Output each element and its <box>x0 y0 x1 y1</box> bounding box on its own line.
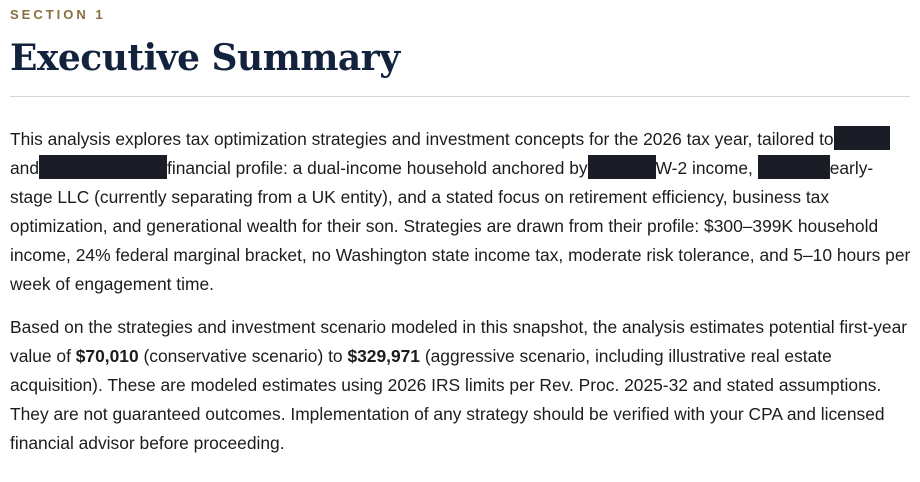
summary-paragraph-1 <box>10 125 912 299</box>
paragraph-text: (aggressive scenario, including illustrative real estate acquisition). These are modeled estimates using 2026 IRS limits per Rev. Proc. 2025-32 and stated assumptions. They are not guaranteed outcomes. Implementation of any strategy should be verified with your CPA and licensed financial advisor before proceeding. <box>10 346 885 453</box>
conservative-value: $70,010 <box>75 346 139 366</box>
paragraph-text: and <box>10 158 40 178</box>
redacted-name-2 <box>39 155 167 179</box>
section-label: SECTION 1 <box>10 7 106 22</box>
page-title: Executive Summary <box>10 37 400 79</box>
paragraph-text: early-stage LLC (currently separating from a UK entity), and a stated focus on retirement efficiency, business tax optimization, and generational wealth for their son. Strategies are drawn from their profile: $300–399K household income, 24% federal marginal bracket, no Washington state income tax, moderate risk tolerance, and 5–10 hours per week of engagement time. <box>10 158 911 294</box>
paragraph-text: W-2 income, <box>655 158 753 178</box>
title-divider <box>10 96 910 97</box>
paragraph-text: (conservative scenario) to <box>143 346 343 366</box>
paragraph-text: Based on the strategies and investment scenario modeled in this snapshot, the analysis estimates potential first-year value of <box>10 317 908 366</box>
paragraph-text: financial profile: a dual-income household anchored by <box>167 158 588 178</box>
paragraph-text: This analysis explores tax optimization strategies and investment concepts for the 2026 tax year, tailored to <box>10 129 834 149</box>
redacted-name-1 <box>834 126 890 150</box>
redacted-name-3 <box>588 155 656 179</box>
redacted-name-4 <box>758 155 830 179</box>
aggressive-value: $329,971 <box>347 346 420 366</box>
summary-paragraph-2 <box>10 313 912 458</box>
